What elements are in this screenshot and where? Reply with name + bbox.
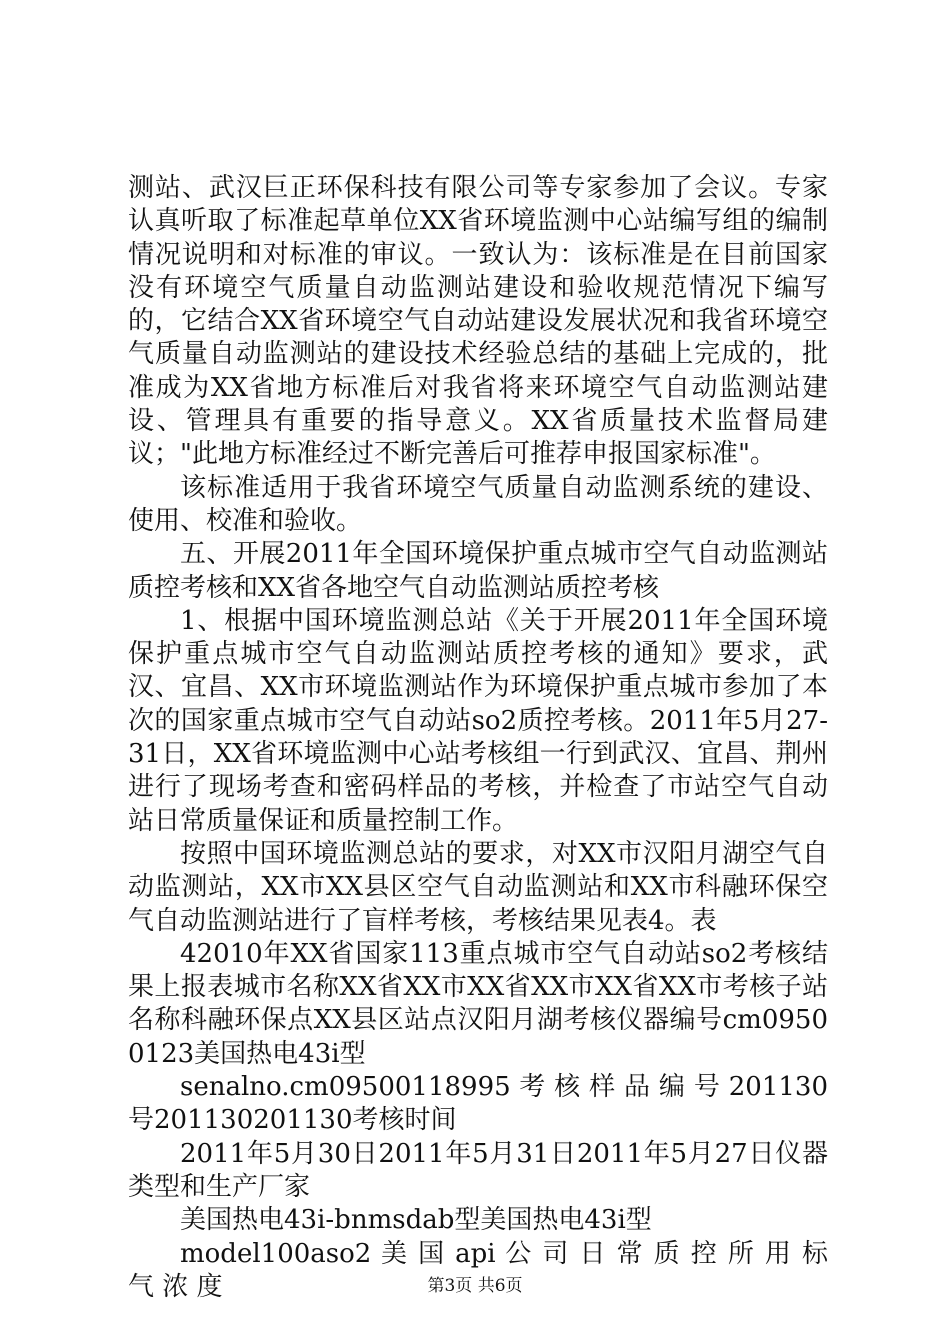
document-body <box>128 172 828 1304</box>
paragraph-3-section-heading: 五、开展2011年全国环境保护重点城市空气自动监测站质控考核和XX省各地空气自动监测站质控考核 <box>128 539 828 603</box>
paragraph-10: model100aso2 美 国 api 公 司 日 常 质 控 所 用 标 气 浓 度 <box>128 1238 828 1302</box>
paragraph-6: 42010年XX省国家113重点城市空气自动站so2考核结果上报表城市名称XX省XX市XX省XX市XX省XX市考核子站名称科融环保点XX县区站点汉阳月湖考核仪器编号cm09500123美国热电43i型 <box>128 938 828 1069</box>
paragraph-7: senalno.cm09500118995 考 核 样 品 编 号 201130 号201130201130考核时间 <box>128 1072 828 1136</box>
paragraph-9: 美国热电43i-bnmsdab型美国热电43i型 <box>180 1205 652 1236</box>
paragraph-5: 按照中国环境监测总站的要求，对XX市汉阳月湖空气自动监测站，XX市XX县区空气自动监测站和XX市科融环保空气自动监测站进行了盲样考核，考核结果见表4。表 <box>128 838 828 936</box>
paragraph-1: 测站、武汉巨正环保科技有限公司等专家参加了会议。专家认真听取了标准起草单位XX省环境监测中心站编写组的编制情况说明和对标准的审议。一致认为：该标准是在目前国家没有环境空气质量自动监测站建设和验收规范情况下编写的，它结合XX省环境空气自动站建设发展状况和我省环境空气质量自动监测站的建设技术经验总结的基础上完成的，批准成为XX省地方标准后对我省将来环境空气自动监测站建设、管理具有重要的指导意义。XX省质量技术监督局建议；"此地方标准经过不断完善后可推荐申报国家标准"。 <box>128 173 828 470</box>
paragraph-2: 该标准适用于我省环境空气质量自动监测系统的建设、使用、校准和验收。 <box>128 472 828 536</box>
paragraph-8: 2011年5月30日2011年5月31日2011年5月27日仪器类型和生产厂家 <box>128 1138 828 1202</box>
paragraph-4: 1、根据中国环境监测总站《关于开展2011年全国环境保护重点城市空气自动监测站质控考核的通知》要求，武汉、宜昌、XX市环境监测站作为环境保护重点城市参加了本次的国家重点城市空气自动站so2质控考核。2011年5月27-31日，XX省环境监测中心站考核组一行到武汉、宜昌、荆州进行了现场考查和密码样品的考核，并检查了市站空气自动站日常质量保证和质量控制工作。 <box>128 605 828 836</box>
page-number-footer: 第3页 共6页 <box>427 1276 523 1296</box>
